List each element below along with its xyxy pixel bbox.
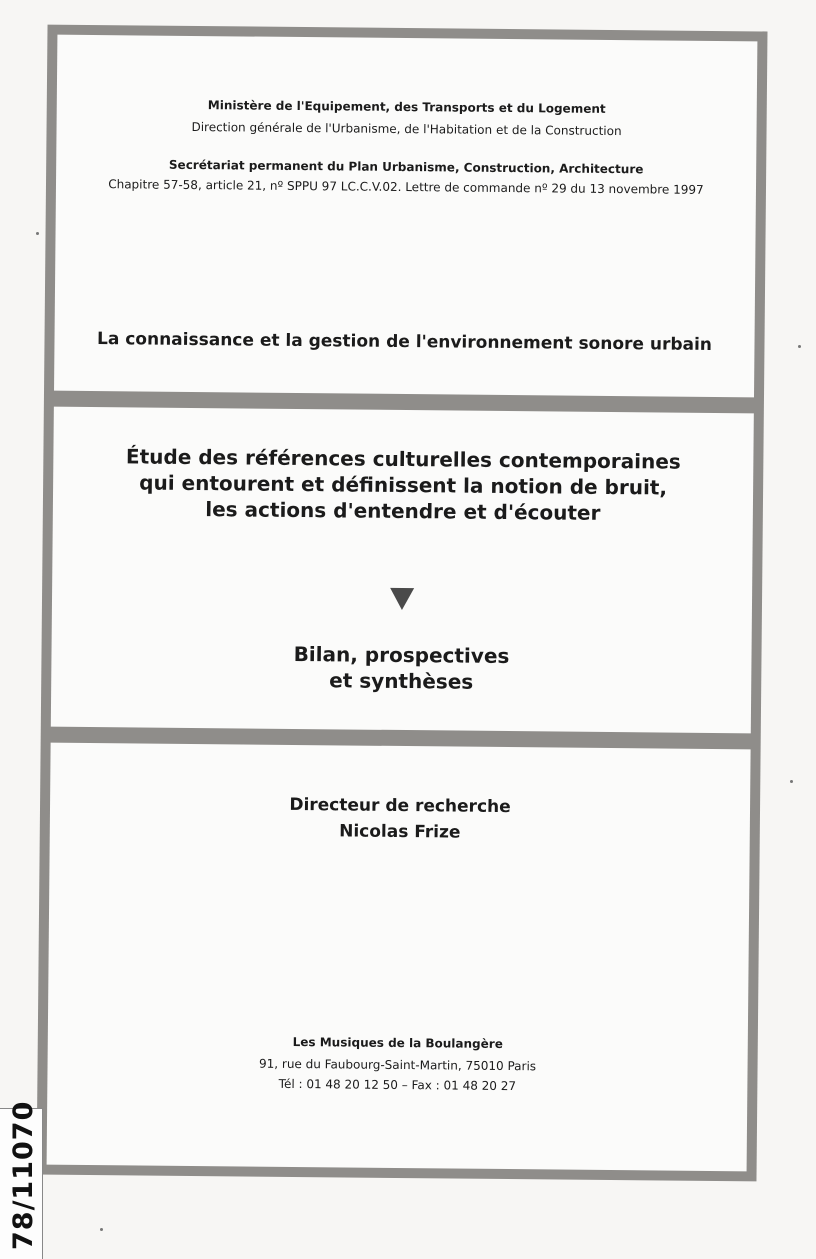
publisher-contact: Tél : 01 48 20 12 50 – Fax : 01 48 20 27 — [278, 1076, 517, 1094]
director-role: Directeur de recherche — [289, 794, 511, 818]
credits-panel — [47, 743, 751, 1172]
publisher-name: Les Musiques de la Boulangère — [292, 1034, 503, 1051]
publisher-address: 91, rue du Faubourg-Saint-Martin, 75010 Paris — [258, 1056, 537, 1074]
program-title: La connaissance et la gestion de l'environnement sonore urbain — [96, 329, 713, 355]
subtitle-line-1: Bilan, prospectives — [293, 641, 510, 669]
study-panel — [51, 407, 754, 734]
paper-speck — [790, 780, 793, 783]
header-panel — [54, 35, 757, 398]
paper-speck — [100, 1228, 103, 1231]
study-title-line-1: Étude des références culturelles contemporaines — [125, 444, 681, 474]
direction-name: Direction générale de l'Urbanisme, de l'Habitation et de la Construction — [191, 119, 622, 139]
order-reference: Chapitre 57-58, article 21, nº SPPU 97 LC.C.V.02. Lettre de commande nº 29 du 13 novembre 1997 — [108, 177, 704, 197]
subtitle-line-2: et synthèses — [329, 668, 474, 694]
paper-speck — [798, 345, 801, 348]
paper-speck — [36, 232, 39, 235]
director-name: Nicolas Frize — [339, 821, 461, 843]
down-triangle-icon — [390, 588, 414, 610]
ministry-name: Ministère de l'Equipement, des Transports et du Logement — [207, 98, 606, 116]
study-title-line-3: les actions d'entendre et d'écouter — [205, 497, 601, 525]
secretariat-name: Secrétariat permanent du Plan Urbanisme, Construction, Architecture — [168, 157, 644, 177]
catalog-number: 78/11070 — [8, 1100, 39, 1250]
document-frame — [36, 25, 767, 1182]
study-title-line-2: qui entourent et définissent la notion de bruit, — [139, 470, 668, 500]
